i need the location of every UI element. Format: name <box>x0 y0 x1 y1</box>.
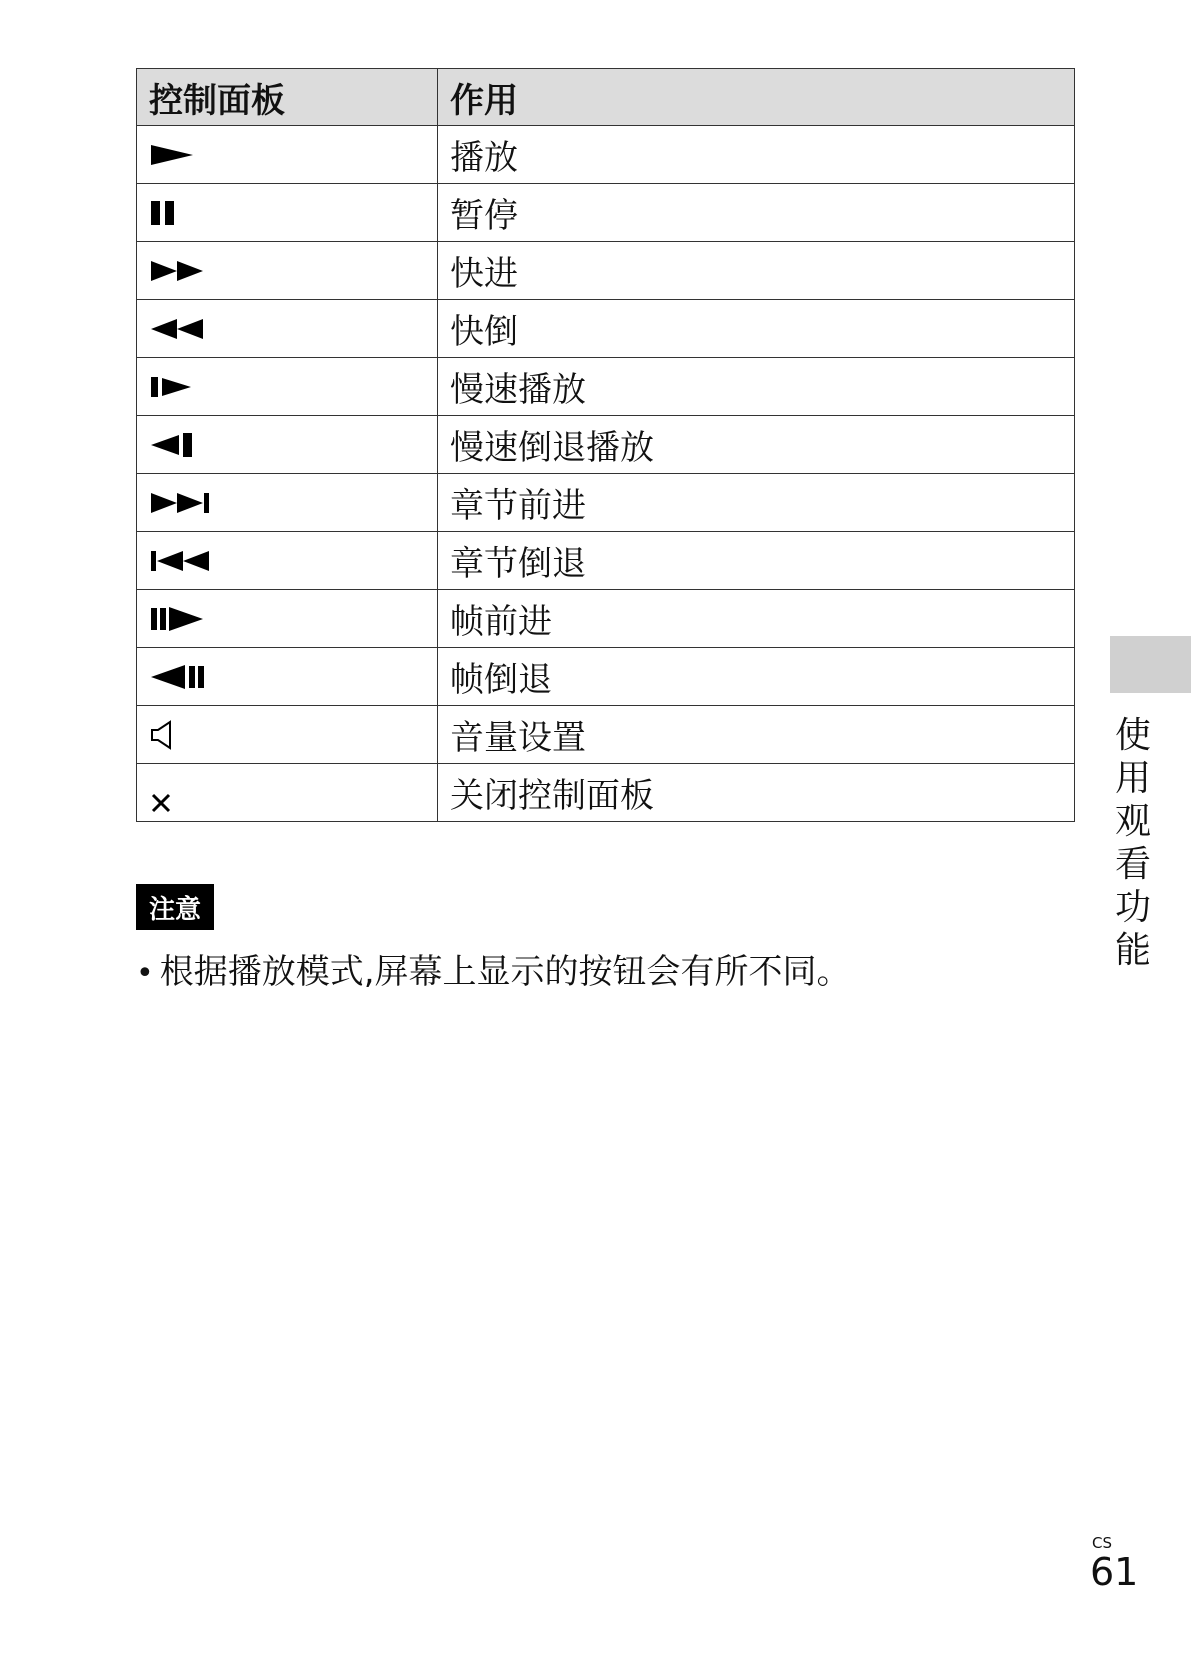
row-label: 帧倒退 <box>438 648 1075 706</box>
table-row <box>137 764 1075 822</box>
next-chapter-icon <box>137 474 438 532</box>
table-row <box>137 416 1075 474</box>
previous-chapter-icon <box>137 532 438 590</box>
bullet: • <box>136 956 154 991</box>
table-row <box>137 648 1075 706</box>
table-row <box>137 532 1075 590</box>
page-number: 61 <box>1090 1550 1139 1594</box>
table-row <box>137 706 1075 764</box>
table-row <box>137 184 1075 242</box>
note-body: 根据播放模式,屏幕上显示的按钮会有所不同。 <box>159 952 851 992</box>
note-text <box>136 944 851 993</box>
slow-reverse-icon <box>137 416 438 474</box>
header-control-panel: 控制面板 <box>137 69 438 126</box>
page-language: CS <box>1092 1534 1112 1552</box>
pause-icon <box>137 184 438 242</box>
row-label: 音量设置 <box>438 706 1075 764</box>
row-label: 暂停 <box>438 184 1075 242</box>
row-label: 播放 <box>438 126 1075 184</box>
rewind-icon <box>137 300 438 358</box>
slow-play-icon <box>137 358 438 416</box>
section-tab <box>1110 636 1191 693</box>
row-label: 快倒 <box>438 300 1075 358</box>
table-row <box>137 242 1075 300</box>
row-label: 快进 <box>438 242 1075 300</box>
table-row <box>137 474 1075 532</box>
row-label: 章节倒退 <box>438 532 1075 590</box>
header-function: 作用 <box>438 69 1075 126</box>
frame-back-icon <box>137 648 438 706</box>
row-label: 慢速播放 <box>438 358 1075 416</box>
play-icon <box>137 126 438 184</box>
note-badge: 注意 <box>136 884 214 930</box>
row-label: 关闭控制面板 <box>438 764 1075 822</box>
table-row <box>137 300 1075 358</box>
volume-icon <box>137 706 438 764</box>
row-label: 章节前进 <box>438 474 1075 532</box>
control-panel-table <box>136 68 1075 822</box>
table-row <box>137 126 1075 184</box>
frame-forward-icon <box>137 590 438 648</box>
row-label: 慢速倒退播放 <box>438 416 1075 474</box>
fast-forward-icon <box>137 242 438 300</box>
table-row <box>137 358 1075 416</box>
table-header-row <box>137 69 1075 126</box>
close-icon <box>137 764 438 822</box>
row-label: 帧前进 <box>438 590 1075 648</box>
table-row <box>137 590 1075 648</box>
section-label: 使用观看功能 <box>1114 715 1151 971</box>
